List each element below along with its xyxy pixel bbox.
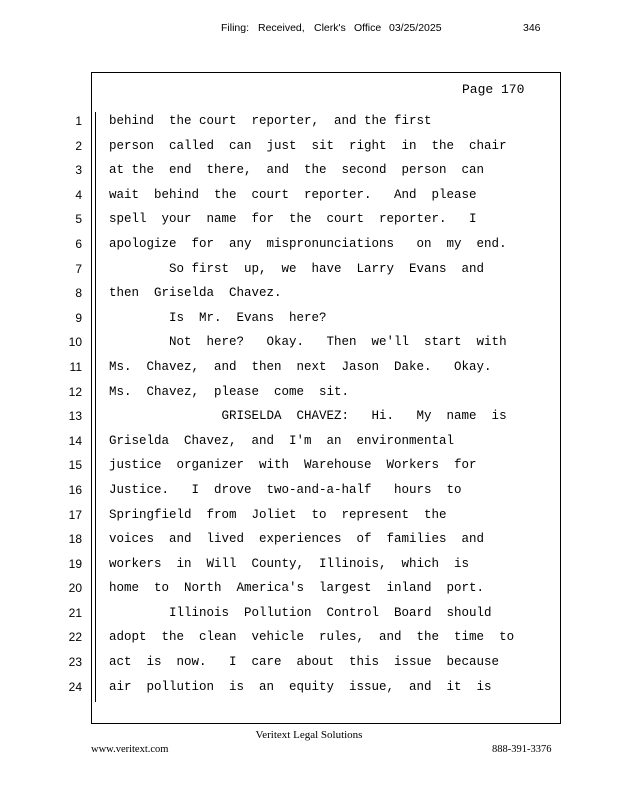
- clerks-label: Clerk's: [314, 22, 346, 34]
- footer-phone: 888-391-3376: [492, 744, 552, 755]
- transcript-line: voices and lived experiences of families and: [109, 532, 485, 547]
- filing-date: 03/25/2025: [389, 22, 442, 34]
- line-number: 2: [75, 138, 82, 153]
- footer-website: www.veritext.com: [91, 744, 169, 755]
- line-number: 5: [75, 212, 82, 227]
- transcript-line: behind the court reporter, and the first: [109, 114, 432, 128]
- line-number: 11: [69, 359, 82, 374]
- line-number: 4: [75, 187, 82, 202]
- transcript-line: justice organizer with Warehouse Workers for: [109, 458, 477, 473]
- line-number: 21: [68, 605, 82, 620]
- line-number: 24: [68, 679, 82, 694]
- transcript-line: act is now. I care about this issue because: [109, 655, 500, 670]
- transcript-text-column: [109, 112, 554, 702]
- line-number: 14: [68, 433, 82, 448]
- transcript-line: air pollution is an equity issue, and it is: [109, 679, 492, 694]
- office-label: Office: [354, 22, 382, 34]
- line-number: 12: [68, 384, 82, 399]
- line-number: 9: [75, 310, 82, 325]
- filing-header: [0, 22, 618, 38]
- line-number: 23: [68, 655, 82, 670]
- transcript-line: wait behind the court reporter. And please: [109, 187, 477, 202]
- line-number: 1: [75, 114, 82, 128]
- line-number: 8: [75, 286, 82, 301]
- transcript-line: Illinois Pollution Control Board should: [109, 605, 492, 620]
- line-number: 6: [75, 236, 82, 251]
- transcript-line: Ms. Chavez, please come sit.: [109, 384, 350, 399]
- transcript-line: Springfield from Joliet to represent the: [109, 507, 447, 522]
- footer-company: Veritext Legal Solutions: [255, 729, 363, 741]
- line-number: 19: [68, 556, 82, 571]
- transcript-line: person called can just sit right in the chair: [109, 138, 507, 153]
- line-number: 20: [68, 581, 82, 596]
- line-number: 16: [68, 482, 82, 497]
- line-number: 3: [75, 163, 82, 178]
- line-number: 7: [75, 261, 82, 276]
- transcript-line: home to North America's largest inland port.: [109, 581, 485, 596]
- transcript-line: Ms. Chavez, and then next Jason Dake. Okay.: [109, 359, 492, 374]
- line-number-column: [62, 112, 82, 702]
- line-number: 13: [68, 409, 82, 424]
- line-number: 15: [68, 458, 82, 473]
- transcript-line: then Griselda Chavez.: [109, 286, 282, 301]
- transcript-line: So first up, we have Larry Evans and: [109, 261, 485, 276]
- transcript-line: apologize for any mispronunciations on my end.: [109, 236, 507, 251]
- filing-label: Filing:: [221, 22, 250, 34]
- filing-page-number: 346: [523, 22, 541, 34]
- transcript-page-label: Page 170: [462, 82, 525, 97]
- transcript-line: Not here? Okay. Then we'll start with: [109, 335, 507, 350]
- received-label: Received,: [258, 22, 305, 34]
- line-number: 18: [68, 532, 82, 547]
- line-number: 22: [68, 630, 82, 645]
- transcript-line: spell your name for the court reporter. I: [109, 212, 477, 227]
- line-number: 10: [68, 335, 82, 350]
- transcript-line: workers in Will County, Illinois, which is: [109, 556, 470, 571]
- transcript-line: Griselda Chavez, and I'm an environmental: [109, 433, 455, 448]
- line-number: 17: [68, 507, 82, 522]
- transcript-line: at the end there, and the second person can: [109, 163, 485, 178]
- transcript-line: Is Mr. Evans here?: [109, 310, 327, 325]
- line-number-divider: [95, 112, 96, 702]
- transcript-line: adopt the clean vehicle rules, and the time to: [109, 630, 515, 645]
- transcript-line: GRISELDA CHAVEZ: Hi. My name is: [109, 409, 507, 424]
- transcript-line: Justice. I drove two-and-a-half hours to: [109, 482, 462, 497]
